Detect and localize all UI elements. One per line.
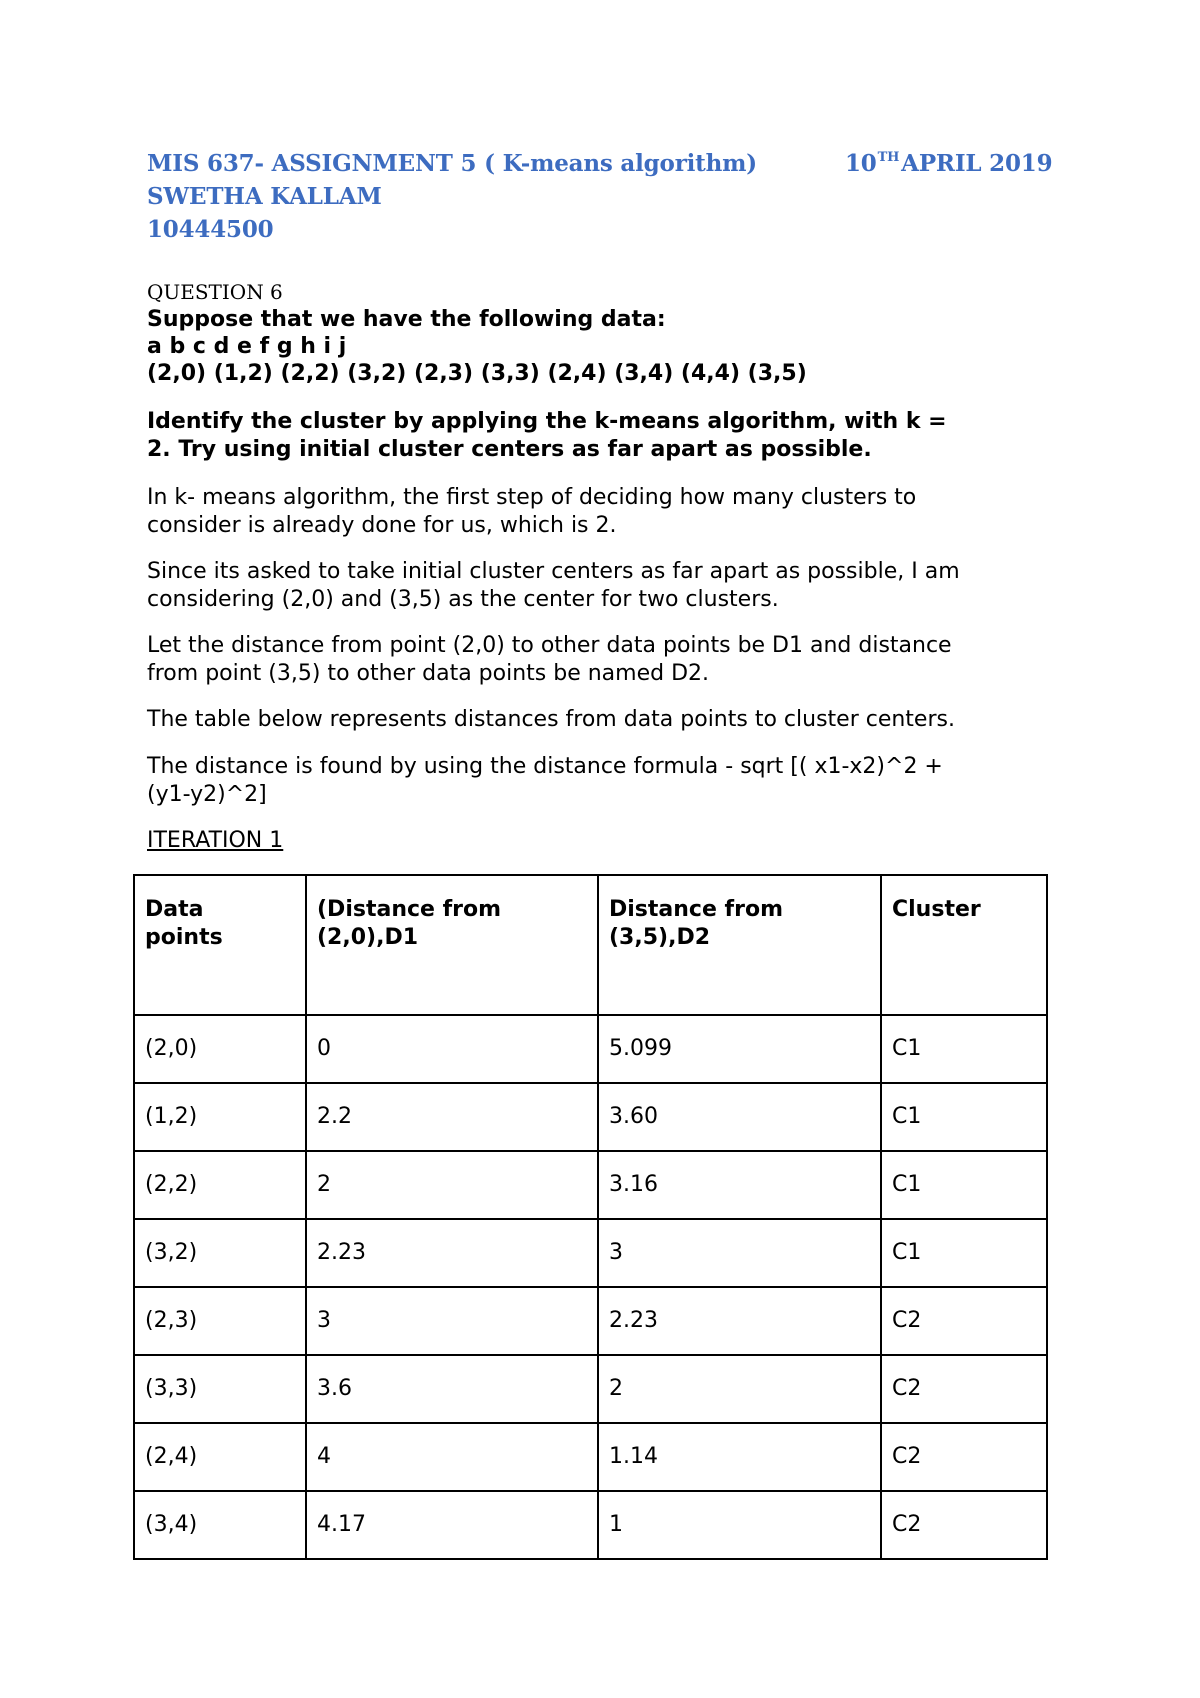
question-points: (2,0) (1,2) (2,2) (3,2) (2,3) (3,3) (2,4) (3,4) (4,4) (3,5): [147, 361, 807, 386]
cell-cluster: C1: [881, 1015, 1047, 1083]
table-row: [134, 1491, 1047, 1559]
cell-point: (3,3): [134, 1355, 306, 1423]
cell-d2: 1.14: [598, 1423, 881, 1491]
assignment-date: [845, 150, 1052, 177]
distance-table: [133, 874, 1048, 1560]
header-distance-d2-line1: Distance from: [609, 897, 784, 922]
question-label: QUESTION 6: [147, 280, 283, 304]
cell-d1: 0: [306, 1015, 598, 1083]
iteration-heading: ITERATION 1: [147, 828, 284, 853]
header-data-points-line1: Data: [145, 897, 204, 922]
cell-point: (2,3): [134, 1287, 306, 1355]
paragraph-4: The table below represents distances from data points to cluster centers.: [147, 707, 955, 732]
question-prompt: Suppose that we have the following data:: [147, 307, 666, 332]
cell-d1: 2.23: [306, 1219, 598, 1287]
cell-point: (2,4): [134, 1423, 306, 1491]
cell-d2: 2.23: [598, 1287, 881, 1355]
question-letters: a b c d e f g h i j: [147, 334, 347, 359]
header-distance-d2-line2: (3,5),D2: [609, 925, 711, 950]
table-row: [134, 1083, 1047, 1151]
cell-cluster: C1: [881, 1151, 1047, 1219]
cell-cluster: C2: [881, 1423, 1047, 1491]
paragraph-3-line-2: from point (3,5) to other data points be named D2.: [147, 661, 709, 686]
date-rest: APRIL 2019: [901, 150, 1053, 177]
header-cluster: Cluster: [881, 875, 1047, 1015]
paragraph-1-line-2: consider is already done for us, which is 2.: [147, 513, 617, 538]
cell-point: (1,2): [134, 1083, 306, 1151]
student-id: 10444500: [147, 216, 274, 243]
cell-d1: 4.17: [306, 1491, 598, 1559]
cell-d1: 4: [306, 1423, 598, 1491]
table-row: [134, 1355, 1047, 1423]
cell-cluster: C2: [881, 1287, 1047, 1355]
table-row: [134, 1287, 1047, 1355]
header-distance-d1: [306, 875, 598, 1015]
paragraph-2-line-1: Since its asked to take initial cluster centers as far apart as possible, I am: [147, 559, 960, 584]
table-row: [134, 1423, 1047, 1491]
task-line-2: 2. Try using initial cluster centers as far apart as possible.: [147, 437, 872, 462]
cell-cluster: C1: [881, 1219, 1047, 1287]
cell-cluster: C2: [881, 1355, 1047, 1423]
paragraph-3-line-1: Let the distance from point (2,0) to other data points be D1 and distance: [147, 633, 952, 658]
table-row: [134, 1219, 1047, 1287]
table-row: [134, 1015, 1047, 1083]
cell-d1: 2.2: [306, 1083, 598, 1151]
paragraph-5-line-1: The distance is found by using the distance formula - sqrt [( x1-x2)^2 +: [147, 754, 943, 779]
paragraph-5-line-2: (y1-y2)^2]: [147, 782, 267, 807]
cell-d2: 5.099: [598, 1015, 881, 1083]
cell-point: (3,2): [134, 1219, 306, 1287]
cell-d1: 3: [306, 1287, 598, 1355]
cell-point: (3,4): [134, 1491, 306, 1559]
assignment-title: MIS 637- ASSIGNMENT 5 ( K-means algorithm): [147, 150, 757, 177]
cell-d2: 3: [598, 1219, 881, 1287]
cell-d2: 3.16: [598, 1151, 881, 1219]
header-distance-d1-line2: (2,0),D1: [317, 925, 419, 950]
table-row: [134, 1151, 1047, 1219]
cell-point: (2,0): [134, 1015, 306, 1083]
student-name: SWETHA KALLAM: [147, 183, 382, 210]
cell-cluster: C1: [881, 1083, 1047, 1151]
header-distance-d1-line1: (Distance from: [317, 897, 502, 922]
task-line-1: Identify the cluster by applying the k-means algorithm, with k =: [147, 409, 947, 434]
cell-d1: 2: [306, 1151, 598, 1219]
cell-d2: 2: [598, 1355, 881, 1423]
date-suffix: TH: [877, 150, 900, 165]
header-distance-d2: [598, 875, 881, 1015]
table-header-row: [134, 875, 1047, 1015]
paragraph-2-line-2: considering (2,0) and (3,5) as the center for two clusters.: [147, 587, 779, 612]
cell-d1: 3.6: [306, 1355, 598, 1423]
cell-d2: 3.60: [598, 1083, 881, 1151]
cell-cluster: C2: [881, 1491, 1047, 1559]
paragraph-1-line-1: In k- means algorithm, the first step of deciding how many clusters to: [147, 485, 917, 510]
header-data-points: [134, 875, 306, 1015]
cell-point: (2,2): [134, 1151, 306, 1219]
date-day: 10: [845, 150, 877, 177]
header-data-points-line2: points: [145, 925, 223, 950]
cell-d2: 1: [598, 1491, 881, 1559]
